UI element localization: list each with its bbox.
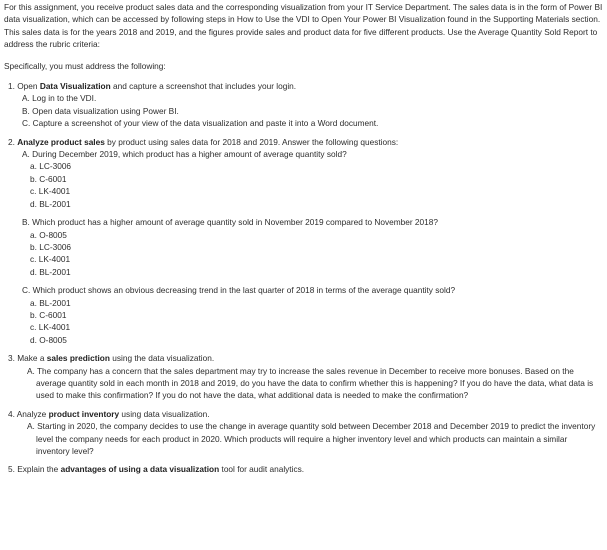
question-2b: B. Which product has a higher amount of average quantity sold in November 2019 compared to November 2018? [22,217,439,228]
question-2a-choice: b. C-6001 [30,173,67,184]
question-2a-choice: c. LK-4001 [30,186,71,197]
section-4-question-a: A. Starting in 2020, the company decides to use the change in average quantity sold between December 2018 and December 2019 to predict the inventory level the company needs for each product in 2020. Which products will require a higher inventory level and which products can maintain a similar inventory level? [27,421,596,456]
section-1-prefix: 1. Open [8,81,40,92]
question-2a-choice: a. LC-3006 [30,161,72,172]
section-2-prefix: 2. [8,136,18,147]
section-1-bold: Data Visualization [39,81,111,92]
question-2b-choice: b. LC-3006 [30,241,72,252]
section-2-bold: Analyze product sales [17,136,105,147]
section-4-suffix: using data visualization. [119,408,210,419]
question-2c-choice: c. LK-4001 [30,322,71,333]
section-3-prefix: 3. Make a [8,353,47,364]
specifically-line: Specifically, you must address the following: [4,60,166,71]
question-2c: C. Which product shows an obvious decreasing trend in the last quarter of 2018 in terms of the average quantity sold? [22,285,456,296]
section-1-heading [8,80,603,92]
question-2c-choice: b. C-6001 [30,309,67,320]
section-3-question-a: A. The company has a concern that the sales department may try to increase the sales revenue in December to receive more bonuses. Based on the average quantity sold in each month in 2018 and 2019, do you have the data to confirm whether this is happening? If you do have the data, what data is used to make this confirmation? If you do not have the data, what additional data is needed to make the confirmation? [27,365,594,401]
question-2a-choice: d. BL-2001 [30,198,71,209]
section-1-suffix: and capture a screenshot that includes your login. [110,81,297,92]
question-2b-choice: c. LK-4001 [30,254,71,265]
section-5-heading [8,463,603,475]
section-5-bold: advantages of using a data visualization [60,464,220,475]
question-2a: A. During December 2019, which product has a higher amount of average quantity sold? [22,149,347,160]
section-4-heading [8,408,603,420]
section-2-suffix: by product using sales data for 2018 and 2019. Answer the following questions: [104,136,399,147]
question-2b-choice: d. BL-2001 [30,266,71,277]
section-2-heading [8,136,603,148]
section-1-step-b: B. Open data visualization using Power BI. [22,105,179,116]
section-4-prefix: 4. Analyze [8,408,49,419]
section-3-bold: sales prediction [46,353,110,364]
question-2c-choice: a. BL-2001 [30,297,71,308]
section-5-suffix: tool for audit analytics. [219,464,305,475]
section-1-step-a: A. Log in to the VDI. [22,93,97,104]
question-2c-choice: d. O-8005 [30,334,67,345]
question-2b-choice: a. O-8005 [30,229,67,240]
section-4-bold: product inventory [48,408,120,419]
section-3-suffix: using the data visualization. [109,353,215,364]
intro-paragraph: For this assignment, you receive product sales data and the corresponding visualization from your IT Service Department. The sales data is in the form of Power BI data visualization, which can be accessed by following steps in How to Use the VDI to Open Your Power BI Visualization found in the Supporting Materials section. This sales data is for the years 2018 and 2019, and the figures provide sales and product data for five different products. Use the Average Quantity Sold Report to address the rubric criteria: [4,2,603,50]
section-5-prefix: 5. Explain the [8,464,61,475]
section-3-heading [8,352,603,364]
section-1-step-c: C. Capture a screenshot of your view of the data visualization and paste it into a Word document. [22,118,379,129]
